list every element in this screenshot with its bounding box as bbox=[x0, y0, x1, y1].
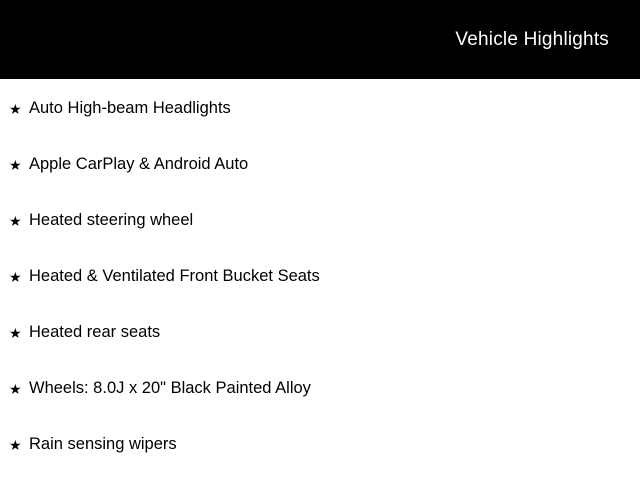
list-item-label: Heated rear seats bbox=[29, 323, 161, 341]
list-item bbox=[0, 377, 640, 433]
list-item bbox=[0, 209, 640, 265]
list-item bbox=[0, 321, 640, 377]
vehicle-highlights-list bbox=[0, 79, 640, 489]
star-bullet-icon: ★ bbox=[9, 213, 22, 229]
list-item bbox=[0, 97, 640, 153]
list-item bbox=[0, 153, 640, 209]
star-bullet-icon: ★ bbox=[9, 437, 22, 453]
list-item-label: Heated & Ventilated Front Bucket Seats bbox=[29, 267, 320, 285]
star-bullet-icon: ★ bbox=[9, 325, 22, 341]
star-bullet-icon: ★ bbox=[9, 101, 22, 117]
star-bullet-icon: ★ bbox=[9, 157, 22, 173]
list-item-label: Heated steering wheel bbox=[29, 211, 194, 229]
page-title: Vehicle Highlights bbox=[455, 29, 609, 50]
star-bullet-icon: ★ bbox=[9, 269, 22, 285]
page-header bbox=[0, 0, 640, 79]
list-item-label: Auto High-beam Headlights bbox=[29, 99, 231, 117]
list-item-label: Rain sensing wipers bbox=[29, 435, 177, 453]
list-item-label: Wheels: 8.0J x 20" Black Painted Alloy bbox=[29, 379, 311, 397]
list-item bbox=[0, 433, 640, 489]
star-bullet-icon: ★ bbox=[9, 381, 22, 397]
list-item bbox=[0, 265, 640, 321]
list-item-label: Apple CarPlay & Android Auto bbox=[29, 155, 249, 173]
